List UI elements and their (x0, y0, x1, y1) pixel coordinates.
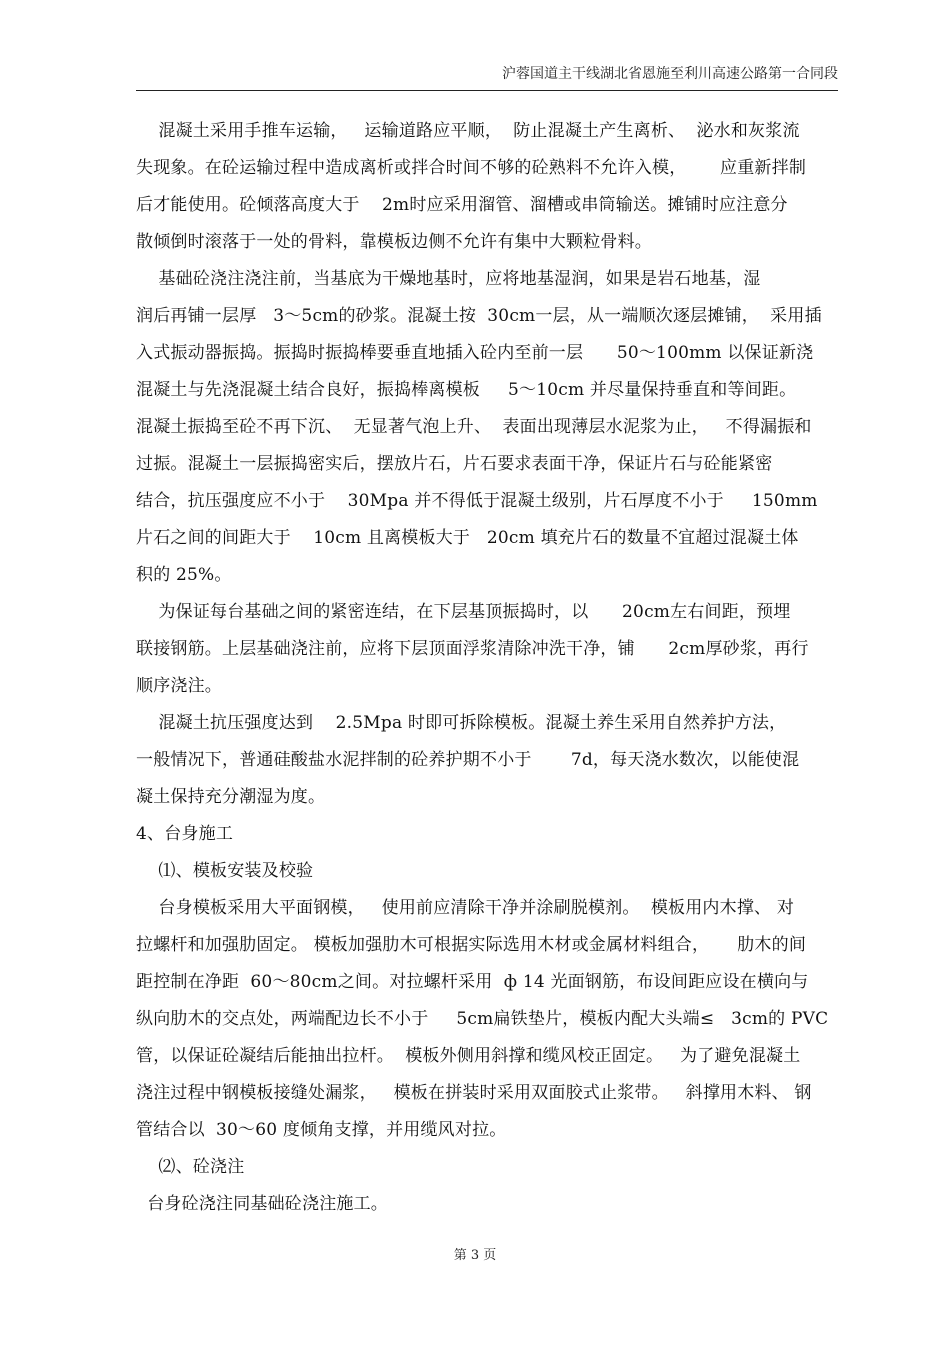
page-footer (0, 1247, 950, 1265)
header-title: 沪蓉国道主干线湖北省恩施至利川高速公路第一合同段 (502, 66, 838, 82)
text-line: 润后再铺一层厚 3～5cm的砂浆。混凝土按 30cm一层，从一端顺次逐层摊铺， 采用插 (136, 306, 822, 326)
text-line: 混凝土采用手推车运输， 运输道路应平顺， 防止混凝土产生离析、 泌水和灰浆流 (136, 121, 800, 141)
text-line: 一般情况下，普通硅酸盐水泥拌制的砼养护期不小于 7d，每天浇水数次，以能使混 (136, 750, 800, 770)
text-line: 混凝土抗压强度达到 2.5Mpa 时即可拆除模板。混凝土养生采用自然养护方法， (136, 713, 787, 733)
text-line: 结合，抗压强度应不小于 30Mpa 并不得低于混凝土级别，片石厚度不小于 150mm (136, 491, 818, 511)
text-line: 台身模板采用大平面钢模， 使用前应清除干净并涂刷脱模剂。 模板用内木撑、 对 (136, 898, 795, 918)
text-line: 距控制在净距 60～80cm之间。对拉螺杆采用 ф 14 光面钢筋，布设间距应设在横向与 (136, 972, 809, 992)
subsection-heading: ⑴、模板安装及校验 (136, 861, 314, 881)
text-line: 混凝土振捣至砼不再下沉、 无显著气泡上升、 表面出现薄层水泥浆为止， 不得漏振和 (136, 417, 812, 437)
text-line: 管，以保证砼凝结后能抽出拉杆。 模板外侧用斜撑和缆风校正固定。 为了避免混凝土 (136, 1046, 801, 1066)
page-header (136, 62, 838, 91)
text-line: 管结合以 30～60 度倾角支撑，并用缆风对拉。 (136, 1120, 507, 1140)
page-number: 第 3 页 (453, 1248, 497, 1263)
subsection-heading: ⑵、砼浇注 (136, 1157, 245, 1177)
text-line: 过振。混凝土一层振捣密实后，摆放片石，片石要求表面干净，保证片石与砼能紧密 (136, 454, 773, 474)
text-line: 失现象。在砼运输过程中造成离析或拌合时间不够的砼熟料不允许入模， 应重新拌制 (136, 158, 807, 178)
text-line: 入式振动器振捣。振捣时振捣棒要垂直地插入砼内至前一层 50～100mm 以保证新浇 (136, 343, 814, 363)
section-heading: 4、台身施工 (136, 824, 234, 844)
text-line: 联接钢筋。上层基础浇注前，应将下层顶面浮浆清除冲洗干净，铺 2cm厚砂浆，再行 (136, 639, 809, 659)
document-body (136, 113, 846, 1223)
text-line: 凝土保持充分潮湿为度。 (136, 787, 326, 807)
text-line: 散倾倒时滚落于一处的骨料，靠模板边侧不允许有集中大颗粒骨料。 (136, 232, 652, 252)
text-line: 台身砼浇注同基础砼浇注施工。 (136, 1194, 389, 1214)
text-line: 混凝土与先浇混凝土结合良好，振捣棒离模板 5～10cm 并尽量保持垂直和等间距。 (136, 380, 797, 400)
text-line: 基础砼浇注浇注前，当基底为干燥地基时，应将地基湿润，如果是岩石地基，湿 (136, 269, 761, 289)
text-line: 后才能使用。砼倾落高度大于 2m时应采用溜管、溜槽或串筒输送。摊铺时应注意分 (136, 195, 788, 215)
text-line: 顺序浇注。 (136, 676, 222, 696)
text-line: 片石之间的间距大于 10cm 且离模板大于 20cm 填充片石的数量不宜超过混凝土体 (136, 528, 799, 548)
text-line: 积的 25%。 (136, 565, 232, 585)
text-line: 拉螺杆和加强肋固定。 模板加强肋木可根据实际选用木材或金属材料组合， 肋木的间 (136, 935, 807, 955)
text-line: 为保证每台基础之间的紧密连结，在下层基顶振捣时，以 20cm左右间距，预埋 (136, 602, 791, 622)
text-line: 浇注过程中钢模板接缝处漏浆， 模板在拼装时采用双面胶式止浆带。 斜撑用木料、 钢 (136, 1083, 812, 1103)
text-line: 纵向肋木的交点处，两端配边长不小于 5cm扁铁垫片，模板内配大头端≤ 3cm的 PVC (136, 1009, 829, 1029)
